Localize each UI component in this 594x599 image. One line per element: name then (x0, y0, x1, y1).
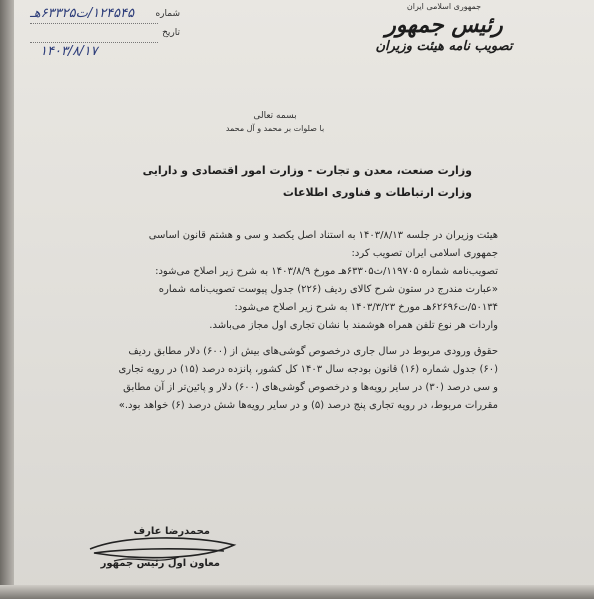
republic-label: جمهوری اسلامی ایران (406, 2, 482, 11)
date-row (30, 25, 180, 44)
signer-name: محمدرضا عارف (133, 526, 210, 537)
body-line: هیئت وزیران در جلسه ۱۴۰۳/۸/۱۳ به استناد اصل یکصد و سی و هشتم قانون اساسی (148, 230, 498, 241)
addressee-line-1: وزارت صنعت، معدن و تجارت - وزارت امور اقتصادی و دارایی (142, 164, 472, 177)
number-underline (30, 23, 158, 24)
date-value-row (30, 44, 180, 63)
number-label: شماره (155, 9, 180, 19)
body-line: واردات هر نوع تلفن همراه هوشمند با نشان تجاری اول مجاز می‌باشد. (209, 320, 498, 331)
date-underline (30, 42, 158, 43)
signer-title: معاون اول رئیس جمهور (100, 558, 220, 569)
reference-block (30, 6, 180, 63)
number-value: ۱۲۴۵۴۵/ت۶۳۳۲۵هـ (30, 6, 135, 21)
body-line: و سی درصد (۳۰) در سایر رویه‌ها و درخصوص گوشی‌های (۶۰۰) دلار و پائین‌تر از آن مطابق (123, 382, 498, 393)
body-line: ۵۰۱۳۴/ت۶۲۶۹۶هـ مورخ ۱۴۰۳/۳/۲۳ به شرح زیر اصلاح می‌شود: (234, 302, 498, 313)
date-label: تاریخ (162, 28, 180, 38)
number-row (30, 6, 180, 25)
salawat: با صلوات بر محمد و آل محمد (225, 124, 325, 133)
body-line: مقررات مربوط، در رویه تجاری پنج درصد (۵) و در سایر رویه‌ها شش درصد (۶) خواهد بود.» (118, 400, 498, 411)
letterhead-subtitle: تصویب نامه هیئت وزیران (375, 39, 513, 54)
page-shadow-bottom (0, 585, 594, 599)
body-line: «عبارت مندرج در ستون شرح کالای ردیف (۲۲۶) جدول پیوست تصویب‌نامه شماره (158, 284, 498, 295)
body-line: (۶۰) جدول شماره (۱۶) قانون بودجه سال ۱۴۰۳ کل کشور، پانزده درصد (۱۵) در رویه تجاری (118, 364, 498, 375)
body-line: حقوق ورودی مربوط در سال جاری درخصوص گوشی‌های بیش از (۶۰۰) دلار مطابق ردیف (128, 346, 498, 357)
bismillah: بسمه تعالی (253, 111, 297, 121)
addressee-line-2: وزارت ارتباطات و فناوری اطلاعات (282, 186, 472, 199)
body-line: تصویب‌نامه شماره ۱۱۹۷۰۵/ت۶۳۳۰۵هـ مورخ ۱۴۰۳/۸/۹ به شرح زیر اصلاح می‌شود: (155, 266, 498, 277)
page-shadow-left (0, 0, 14, 599)
letterhead (344, 2, 544, 54)
body-line: جمهوری اسلامی ایران تصویب کرد: (351, 248, 498, 259)
date-value: ۱۴۰۳/۸/۱۷ (40, 44, 98, 59)
office-title: رئیس جمهور (385, 12, 503, 38)
